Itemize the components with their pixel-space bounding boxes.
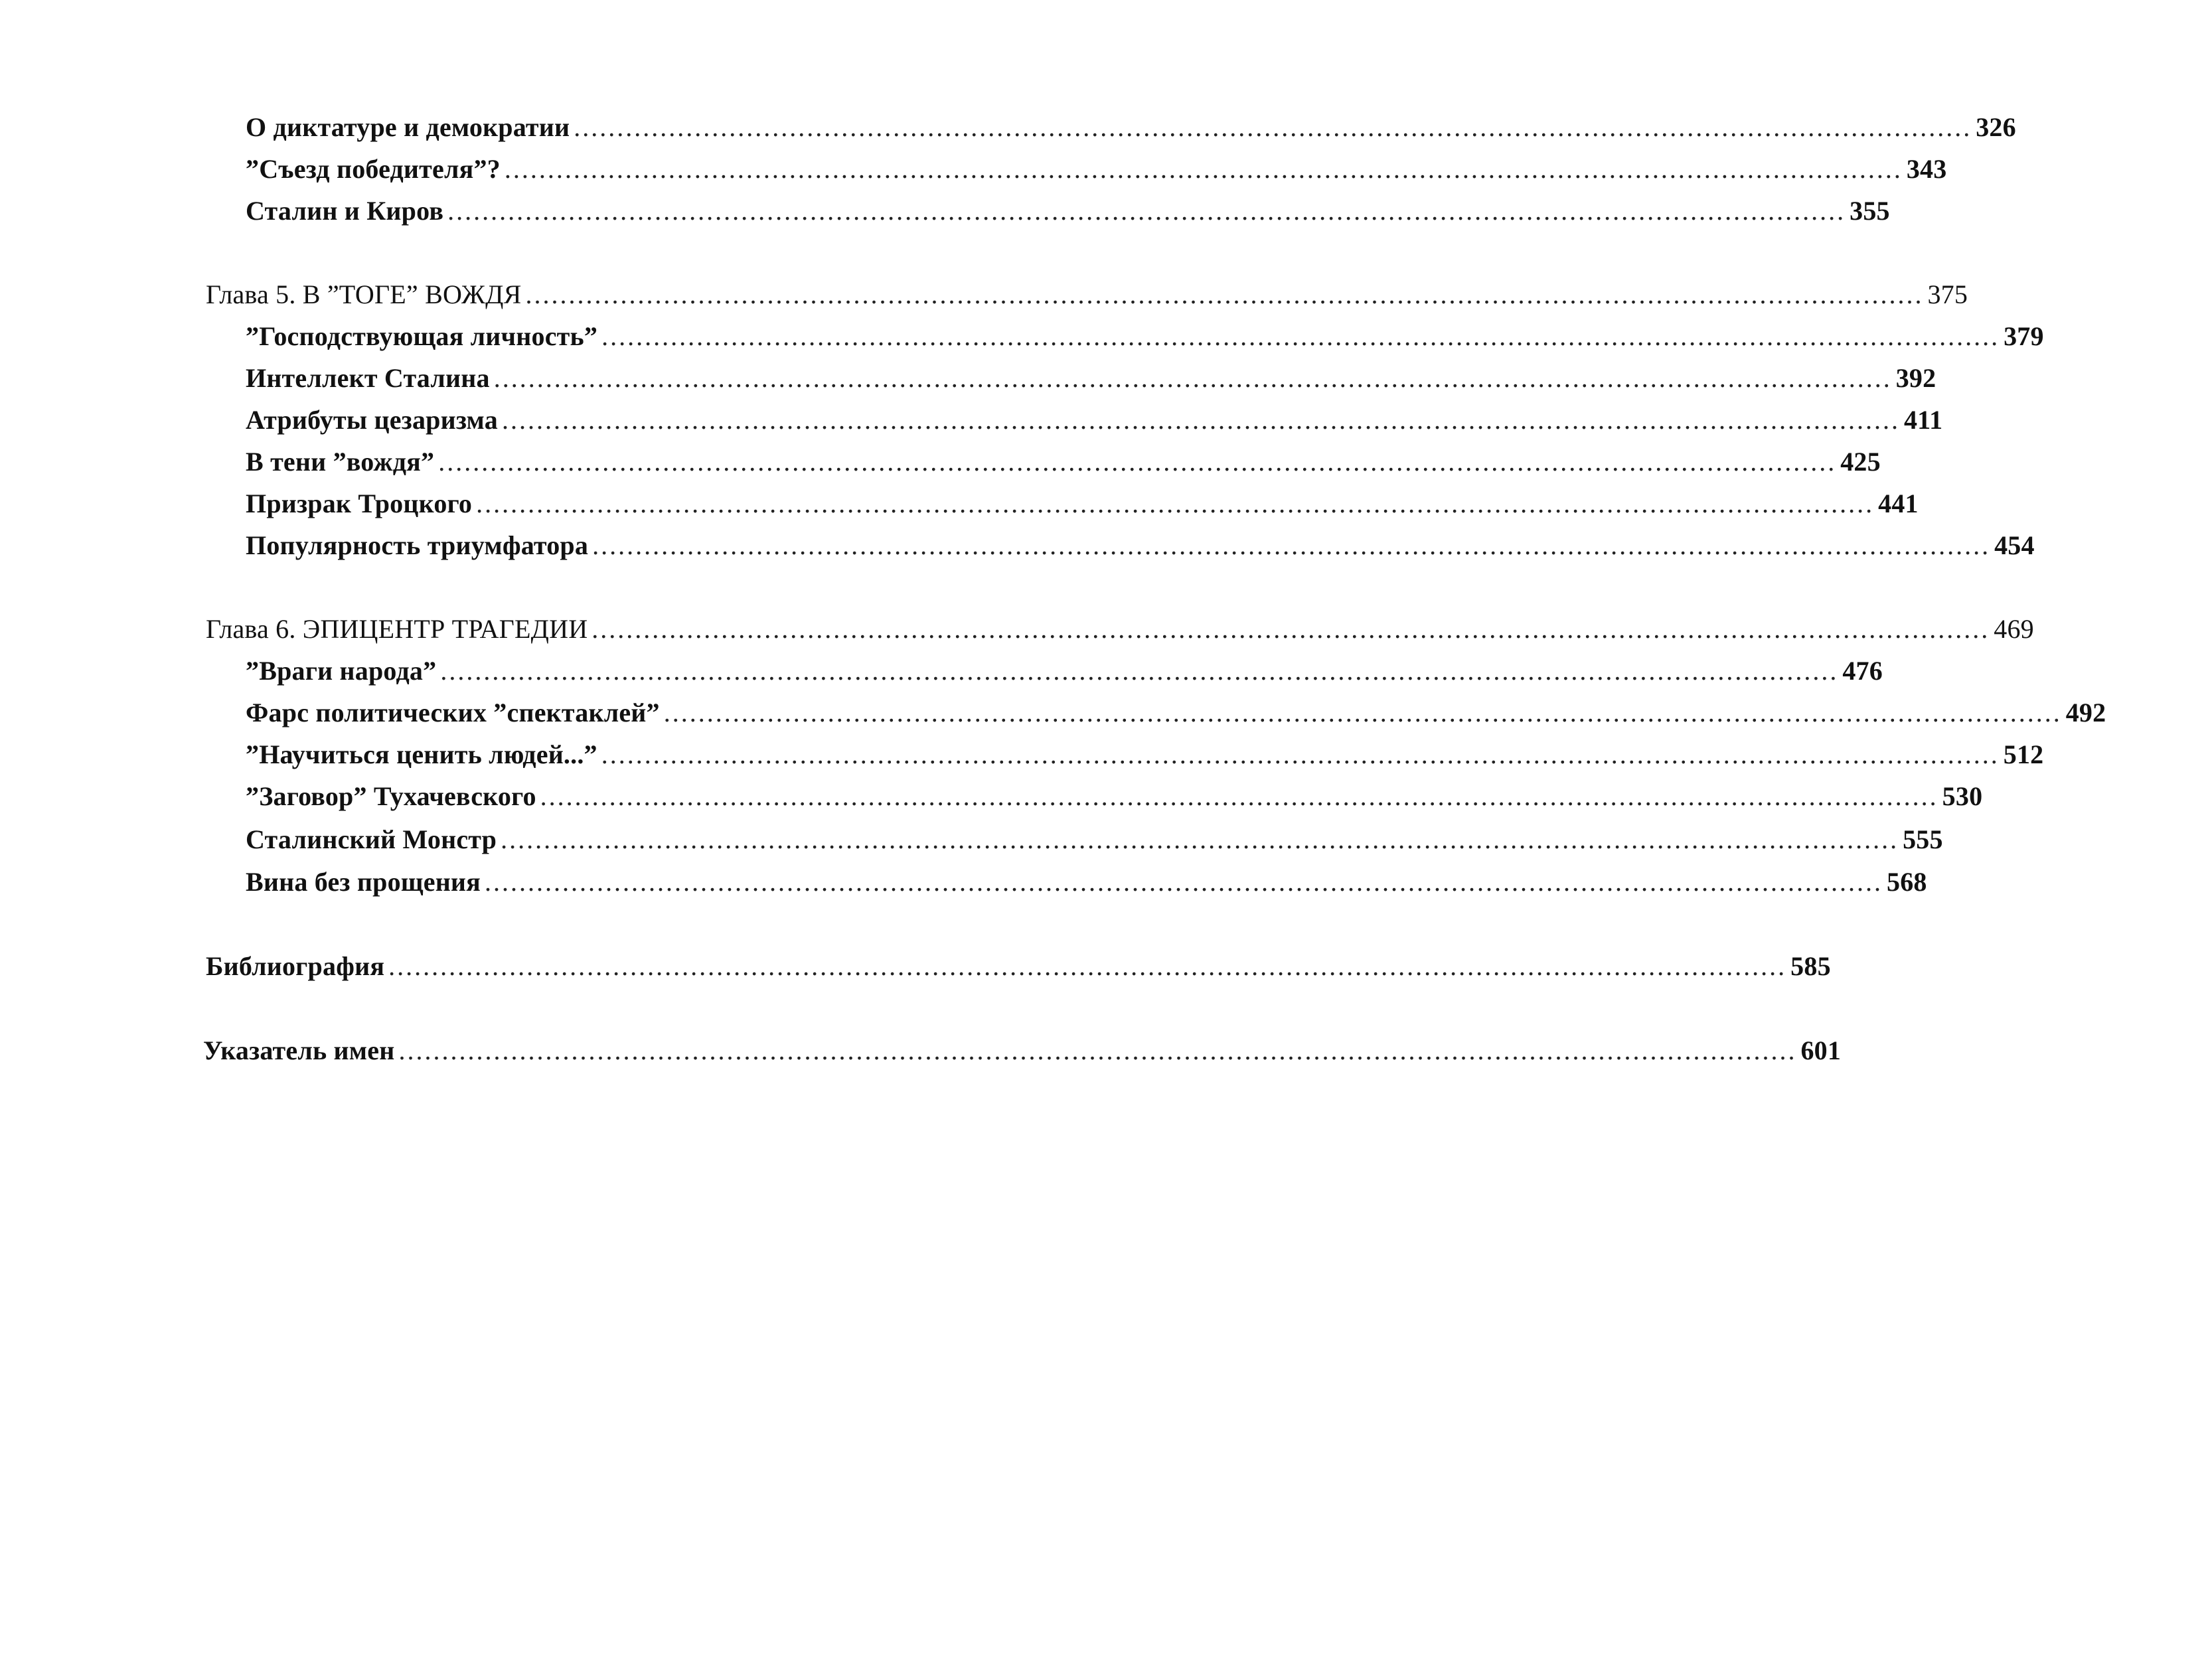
toc-entry-title: ”Съезд победителя”?: [246, 154, 501, 184]
dot-leader: ..................................................................................................................................................................: [398, 1035, 1797, 1065]
dot-leader: ..................................................................................................................................................................: [476, 489, 1875, 518]
dot-leader: ..................................................................................................................................................................: [440, 656, 1839, 686]
toc-entry: [246, 522, 2035, 562]
dot-leader: ..................................................................................................................................................................: [501, 405, 1900, 435]
toc-entry: [246, 773, 1983, 812]
toc-page-number: 326: [1976, 112, 2016, 142]
dot-leader: ..................................................................................................................................................................: [438, 447, 1837, 477]
toc-page-number: 512: [2003, 739, 2044, 769]
toc-entry: [246, 816, 1943, 856]
toc-entry: [246, 396, 1943, 436]
dot-leader: ..................................................................................................................................................................: [540, 781, 1938, 811]
toc-entry: [246, 313, 2044, 352]
toc-page-number: 425: [1840, 447, 1881, 477]
dot-leader: ..................................................................................................................................................................: [574, 112, 1972, 142]
toc-entry-title: Призрак Троцкого: [246, 489, 473, 518]
dot-leader: ..................................................................................................................................................................: [485, 867, 1883, 897]
toc-entry-title: ”Господствующая личность”: [246, 321, 598, 351]
toc-entry-title: Вина без прощения: [246, 867, 481, 897]
toc-entry: [246, 480, 1919, 520]
dot-leader: ..................................................................................................................................................................: [525, 279, 1924, 309]
toc-entry-title: Указатель имен: [203, 1035, 395, 1065]
dot-leader: ..................................................................................................................................................................: [592, 530, 1991, 560]
dot-leader: ..................................................................................................................................................................: [388, 951, 1787, 981]
toc-entry: [246, 187, 1890, 227]
toc-entry: [246, 438, 1881, 478]
toc-entry: [246, 647, 1883, 687]
toc-entry-title: ”Враги народа”: [246, 656, 437, 686]
toc-page-number: 469: [1994, 614, 2034, 644]
dot-leader: ..................................................................................................................................................................: [493, 363, 1892, 393]
toc-entry: [246, 858, 1927, 898]
toc-entry-title: Популярность триумфатора: [246, 530, 589, 560]
toc-page-number: 476: [1842, 656, 1883, 686]
toc-entry-title: О диктатуре и демократии: [246, 112, 570, 142]
toc-entry: [246, 145, 1947, 185]
toc-entry-title: Сталин и Киров: [246, 196, 444, 226]
toc-page-number: 441: [1878, 489, 1919, 518]
toc-chapter-entry: [206, 271, 1968, 311]
toc-entry: [246, 731, 2044, 771]
toc-page-number: 343: [1906, 154, 1947, 184]
toc-page-number: 530: [1942, 781, 1983, 811]
dot-leader: ..................................................................................................................................................................: [663, 698, 2062, 727]
toc-bibliography-entry: [206, 943, 1831, 982]
toc-entry: [246, 689, 2106, 729]
toc-page-number: 454: [1994, 530, 2035, 560]
toc-page-number: 555: [1903, 824, 1943, 854]
toc-entry-title: Интеллект Сталина: [246, 363, 490, 393]
toc-entry-title: ”Заговор” Тухачевского: [246, 781, 536, 811]
toc-entry: [246, 104, 2016, 143]
dot-leader: ..................................................................................................................................................................: [447, 196, 1846, 226]
toc-page-number: 492: [2065, 698, 2106, 727]
toc-entry-title: ”Научиться ценить людей...”: [246, 739, 597, 769]
toc-entry-title: Библиография: [206, 951, 385, 981]
toc-name-index-entry: [203, 1027, 1842, 1067]
toc-page-number: 568: [1887, 867, 1927, 897]
toc-page-number: 392: [1895, 363, 1936, 393]
toc-page-number: 379: [2004, 321, 2044, 351]
toc-chapter-entry: [206, 605, 2034, 645]
dot-leader: ..................................................................................................................................................................: [504, 154, 1903, 184]
dot-leader: ..................................................................................................................................................................: [601, 739, 2000, 769]
toc-chapter-title: Глава 5. В ”ТОГЕ” ВОЖДЯ: [206, 279, 522, 309]
toc-page-number: 355: [1850, 196, 1890, 226]
dot-leader: ..................................................................................................................................................................: [501, 824, 1899, 854]
toc-page-number: 411: [1903, 405, 1943, 435]
toc-entry-title: Сталинский Монстр: [246, 824, 497, 854]
toc-entry-title: Атрибуты цезаризма: [246, 405, 498, 435]
toc-page-number: 585: [1790, 951, 1831, 981]
toc-page-number: 601: [1800, 1035, 1842, 1065]
toc-entry-title: Фарс политических ”спектаклей”: [246, 698, 660, 727]
dot-leader: ..................................................................................................................................................................: [601, 321, 2000, 351]
dot-leader: ..................................................................................................................................................................: [592, 614, 1990, 644]
toc-entry-title: В тени ”вождя”: [246, 447, 435, 477]
toc-entry: [246, 354, 1936, 394]
toc-page-number: 375: [1927, 279, 1968, 309]
toc-chapter-title: Глава 6. ЭПИЦЕНТР ТРАГЕДИИ: [206, 614, 588, 644]
